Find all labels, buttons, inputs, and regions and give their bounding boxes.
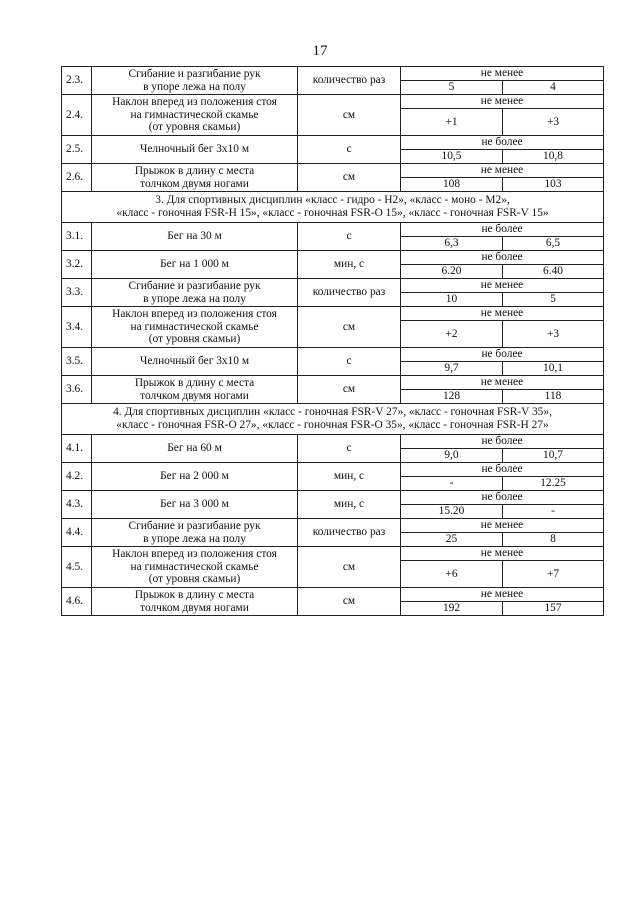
value-column-1: 192 [401,602,503,616]
row-number: 3.4. [62,307,92,348]
test-name-line: в упоре лежа на полу [143,80,246,93]
test-name-line: на гимнастической скамье [130,108,259,121]
row-number: 3.3. [62,279,92,307]
section-header-line: 3. Для спортивных дисциплин «класс - гидро - Н2», «класс - моно - М2», [155,194,510,206]
section-header [62,404,604,435]
test-name-line: Бег на 2 000 м [160,470,229,483]
table-row [62,463,604,477]
row-number: 2.3. [62,67,92,95]
norm-condition: не менее [401,164,604,178]
test-name-line: Бег на 1 000 м [160,258,229,271]
unit: количество раз [298,279,401,307]
norm-condition: не менее [401,519,604,533]
norm-condition: не менее [401,588,604,602]
norms-table [61,66,604,616]
value-column-2: 6,5 [503,237,604,251]
row-number: 4.2. [62,463,92,491]
norm-condition: не более [401,491,604,505]
row-number: 3.2. [62,251,92,279]
table-row [62,136,604,150]
section-header-row [62,192,604,223]
norm-condition: не менее [401,307,604,321]
value-column-2: 6.40 [503,265,604,279]
section-header-line: «класс - гоночная FSR-H 15», «класс - гоночная FSR-O 15», «класс - гоночная FSR-V 15» [116,207,549,219]
test-name-line: Прыжок в длину с места [134,377,255,389]
row-number: 4.3. [62,491,92,519]
norm-condition: не более [401,463,604,477]
value-column-2: 8 [503,533,604,547]
test-name [92,376,298,404]
test-name [92,279,298,307]
table-row [62,164,604,178]
norm-condition: не менее [401,547,604,561]
table-row [62,348,604,362]
unit: мин, с [298,491,401,519]
test-name [92,519,298,547]
table-row [62,491,604,505]
unit: см [298,547,401,588]
value-column-2: 4 [503,81,604,95]
test-name-line: Прыжок в длину с места [134,589,255,601]
value-column-1: 25 [401,533,503,547]
test-name-line: Бег на 3 000 м [160,498,229,511]
norm-condition: не менее [401,279,604,293]
row-number: 2.5. [62,136,92,164]
value-column-1: - [401,477,503,491]
norm-condition: не более [401,348,604,362]
test-name-line: толчком двумя ногами [140,177,249,190]
row-number: 4.6. [62,588,92,616]
test-name [92,307,298,348]
value-column-2: 5 [503,293,604,307]
norm-condition: не более [401,136,604,150]
value-column-1: 10 [401,293,503,307]
norm-condition: не менее [401,376,604,390]
test-name [92,95,298,136]
row-number: 3.1. [62,223,92,251]
test-name [92,136,298,164]
table-row [62,223,604,237]
table-row [62,67,604,81]
row-number: 2.6. [62,164,92,192]
test-name [92,164,298,192]
unit: мин, с [298,251,401,279]
section-header [62,192,604,223]
value-column-2: 10,7 [503,449,604,463]
test-name-line: Сгибание и разгибание рук [128,520,261,532]
value-column-1: 9,0 [401,449,503,463]
test-name-line: Бег на 30 м [167,230,222,243]
test-name-line: (от уровня скамьи) [148,121,241,134]
value-column-1: 128 [401,390,503,404]
unit: см [298,164,401,192]
test-name [92,547,298,588]
value-column-1: 6.20 [401,265,503,279]
unit: см [298,376,401,404]
test-name-line: толчком двумя ногами [140,601,249,614]
table-row [62,251,604,265]
test-name-line: на гимнастической скамье [130,560,259,573]
test-name-line: Наклон вперед из положения стоя [112,308,277,321]
table-row [62,279,604,293]
test-name-line: Сгибание и разгибание рук [128,68,261,80]
test-name-line: в упоре лежа на полу [143,292,246,305]
test-name-line: Бег на 60 м [167,442,222,455]
page-number: 17 [312,43,328,59]
row-number: 4.5. [62,547,92,588]
test-name-line: (от уровня скамьи) [148,573,241,586]
value-column-1: 108 [401,178,503,192]
unit: количество раз [298,519,401,547]
table-row [62,588,604,602]
test-name-line: Сгибание и разгибание рук [128,280,261,292]
section-header-line: 4. Для спортивных дисциплин «класс - гоночная FSR-V 27», «класс - гоночная FSR-V 35», [113,406,552,418]
section-header-row [62,404,604,435]
unit: мин, с [298,463,401,491]
test-name-line: (от уровня скамьи) [148,333,241,346]
test-name-line: на гимнастической скамье [130,320,259,333]
norms-table-body [62,67,604,616]
unit: с [298,223,401,251]
test-name [92,251,298,279]
test-name-line: Наклон вперед из положения стоя [112,548,277,561]
test-name-line: Наклон вперед из положения стоя [112,96,277,109]
table-row [62,376,604,390]
norm-condition: не более [401,251,604,265]
unit: с [298,435,401,463]
value-column-1: 9,7 [401,362,503,376]
table-row [62,307,604,321]
unit: см [298,95,401,136]
test-name-line: в упоре лежа на полу [143,532,246,545]
value-column-1: +2 [401,321,503,348]
row-number: 2.4. [62,95,92,136]
test-name [92,491,298,519]
test-name-line: Челночный бег 3x10 м [139,355,250,368]
test-name-line: Челночный бег 3x10 м [139,143,250,156]
value-column-2: 10,1 [503,362,604,376]
value-column-2: +3 [503,321,604,348]
test-name [92,588,298,616]
table-row [62,435,604,449]
value-column-1: 6,3 [401,237,503,251]
value-column-2: +7 [503,561,604,588]
value-column-2: 157 [503,602,604,616]
unit: с [298,348,401,376]
norm-condition: не менее [401,67,604,81]
unit: см [298,307,401,348]
norm-condition: не менее [401,95,604,109]
table-row [62,95,604,109]
test-name-line: Прыжок в длину с места [134,165,255,177]
value-column-1: +6 [401,561,503,588]
value-column-1: 5 [401,81,503,95]
test-name [92,67,298,95]
test-name [92,223,298,251]
unit: см [298,588,401,616]
value-column-1: 10,5 [401,150,503,164]
test-name [92,463,298,491]
value-column-2: 10,8 [503,150,604,164]
value-column-1: 15.20 [401,505,503,519]
table-row [62,547,604,561]
row-number: 3.5. [62,348,92,376]
row-number: 4.1. [62,435,92,463]
norm-condition: не более [401,435,604,449]
test-name-line: толчком двумя ногами [140,389,249,402]
table-row [62,519,604,533]
value-column-2: 118 [503,390,604,404]
row-number: 3.6. [62,376,92,404]
unit: количество раз [298,67,401,95]
value-column-2: 103 [503,178,604,192]
section-header-line: «класс - гоночная FSR-O 27», «класс - гоночная FSR-O 35», «класс - гоночная FSR-H 27» [116,419,549,431]
value-column-1: +1 [401,109,503,136]
norm-condition: не более [401,223,604,237]
row-number: 4.4. [62,519,92,547]
value-column-2: 12.25 [503,477,604,491]
test-name [92,348,298,376]
value-column-2: - [503,505,604,519]
test-name [92,435,298,463]
unit: с [298,136,401,164]
value-column-2: +3 [503,109,604,136]
